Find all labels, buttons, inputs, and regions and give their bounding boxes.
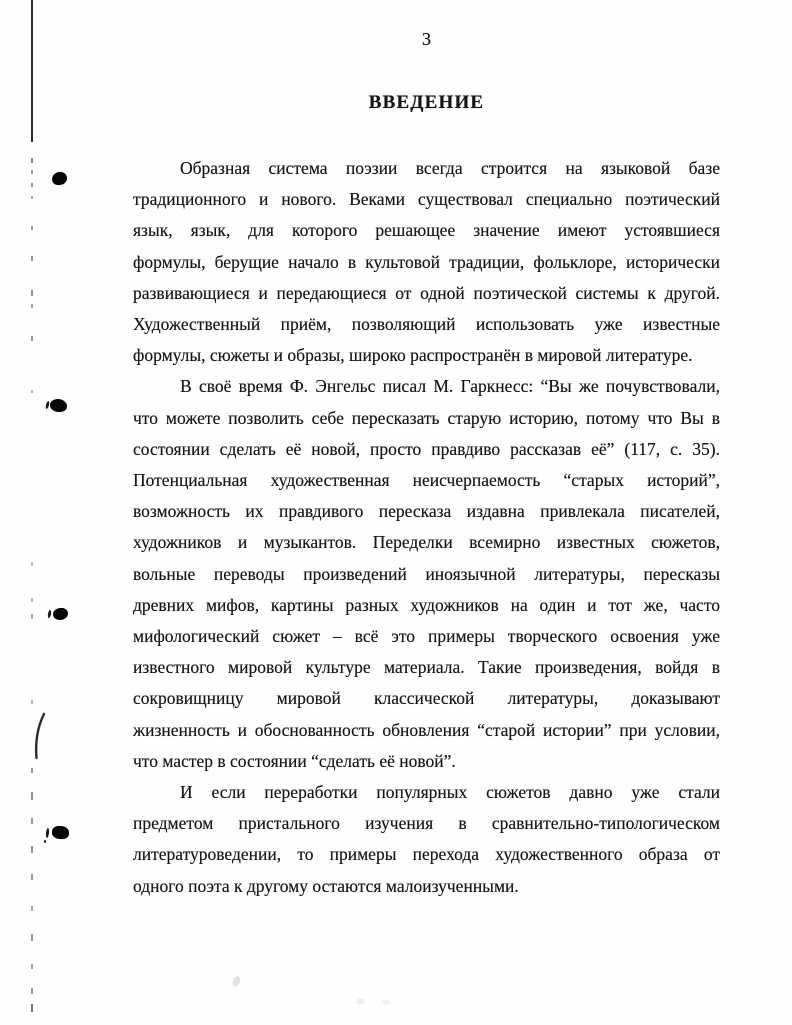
ink-blot-1: [51, 171, 68, 186]
text-line: что мастер в состоянии “сделать её новой”.: [133, 750, 456, 771]
margin-dash: [31, 874, 33, 880]
smudge: [382, 1000, 390, 1005]
margin-dash: [31, 158, 33, 163]
text-line: состоянии сделать её новой, просто правдиво рассказав её” (117, с. 35).: [133, 438, 720, 459]
text-line: формулы, сюжеты и образы, широко распространён в мировой литературе.: [133, 345, 693, 366]
text-line: что можете позволить себе пересказать старую историю, потому что Вы в: [133, 407, 720, 428]
margin-dash: [31, 792, 33, 800]
margin-dash: [31, 196, 33, 199]
text-line: Потенциальная художественная неисчерпаемость “старых историй”,: [133, 470, 720, 491]
margin-dash: [31, 964, 33, 969]
text-body: [133, 153, 720, 902]
text-line: Образная система поэзии всегда строится на языковой базе: [180, 158, 720, 178]
section-heading: ВВЕДЕНИЕ: [368, 92, 485, 113]
margin-dash: [31, 304, 33, 308]
margin-dash: [31, 1004, 33, 1012]
smudge: [231, 975, 242, 988]
text-line: возможность их правдивого пересказа издавна привлекала писателей,: [133, 501, 720, 522]
text-line: традиционного и нового. Веками существовал специально поэтический: [133, 189, 720, 210]
text-line: древних мифов, картины разных художников на один и тот же, часто: [133, 594, 720, 615]
margin-dash: [31, 226, 33, 230]
text-line: жизненность и обоснованность обновления “старой истории” при условии,: [133, 719, 720, 740]
text-line: язык, язык, для которого решающее значение имеют устоявшиеся: [133, 220, 720, 241]
margin-dash: [31, 846, 33, 853]
ink-blot-3: [53, 607, 69, 620]
text-line: развивающиеся и передающиеся от одной поэтической системы к другой.: [133, 282, 720, 303]
text-line: предметом пристального изучения в сравнительно-типологическом: [133, 813, 720, 834]
margin-dash: [31, 256, 33, 261]
text-line: сокровищницу мировой классической литературы, доказывают: [133, 688, 720, 709]
margin-dash: [31, 598, 33, 602]
text-line: И если переработки популярных сюжетов давно уже стали: [180, 782, 720, 803]
text-line: одного поэта к другому остаются малоизученными.: [133, 875, 519, 896]
smudge: [356, 999, 365, 1004]
margin-dash: [31, 183, 33, 187]
text-line: мифологический сюжет – всё это примеры творческого освоения уже: [133, 626, 720, 647]
text-line: литературоведении, то примеры перехода художественного образа от: [133, 844, 720, 865]
margin-dash: [31, 906, 33, 911]
ink-blot-4: [52, 826, 70, 840]
text-line: В своё время Ф. Энгельс писал М. Гаркнесс: “Вы же почувствовали,: [180, 376, 720, 397]
margin-dash: [31, 562, 33, 566]
margin-dash: [31, 934, 33, 941]
margin-dash: [31, 768, 33, 773]
page-number: 3: [422, 29, 431, 49]
ink-speck: [45, 828, 49, 838]
pen-stroke: [33, 712, 47, 762]
text-line: формулы, берущие начало в культовой традиции, фольклоре, исторически: [133, 251, 720, 272]
left-margin-line: [31, 0, 33, 142]
margin-dash: [31, 170, 33, 174]
text-line: вольные переводы произведений иноязычной литературы, пересказы: [133, 563, 720, 584]
text-line: Художественный приём, позволяющий использовать уже известные: [133, 314, 720, 335]
text-line: известного мировой культуре материала. Такие произведения, войдя в: [133, 657, 720, 678]
margin-dash: [31, 818, 33, 824]
ink-speck: [44, 840, 46, 843]
text-line: художников и музыкантов. Переделки всемирно известных сюжетов,: [133, 532, 720, 553]
margin-dash: [31, 390, 33, 393]
ink-blot-2: [50, 398, 68, 412]
margin-dash: [31, 988, 33, 994]
margin-dash: [31, 614, 33, 619]
margin-dash: [31, 336, 33, 341]
margin-dash: [31, 290, 33, 296]
margin-dash: [31, 700, 33, 704]
ink-speck: [47, 610, 51, 618]
